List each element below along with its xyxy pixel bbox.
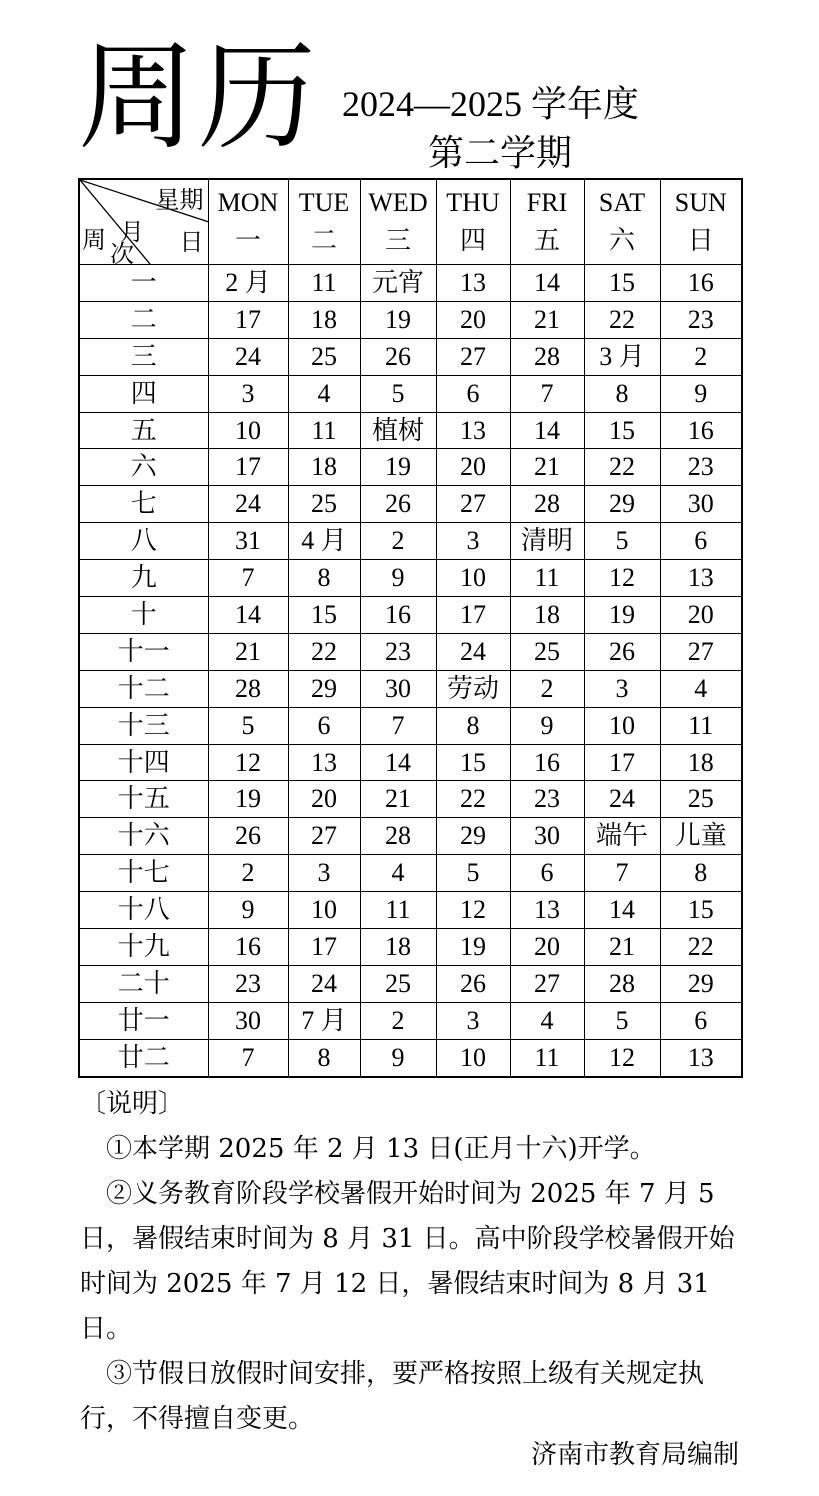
day-header-cn: 一 — [234, 226, 261, 256]
special-day-cell: 4 月 — [288, 523, 360, 560]
date-cell: 13 — [660, 1039, 742, 1076]
week-row — [79, 818, 742, 855]
date-cell: 2 — [660, 338, 742, 375]
day-header-cn: 日 — [687, 226, 714, 256]
special-day-cell: 2 月 — [208, 265, 288, 302]
date-cell: 5 — [208, 707, 288, 744]
date-cell: 14 — [510, 412, 584, 449]
date-cell: 4 — [660, 670, 742, 707]
date-cell: 24 — [208, 486, 288, 523]
date-cell: 11 — [288, 265, 360, 302]
special-day-cell: 端午 — [584, 818, 660, 855]
date-cell: 6 — [660, 1002, 742, 1039]
date-cell: 12 — [436, 892, 510, 929]
date-cell: 18 — [660, 744, 742, 781]
date-cell: 27 — [436, 338, 510, 375]
date-cell: 25 — [288, 338, 360, 375]
date-cell: 22 — [436, 781, 510, 818]
date-cell: 6 — [510, 855, 584, 892]
date-cell: 3 — [436, 523, 510, 560]
date-cell: 28 — [584, 965, 660, 1002]
day-header-cn: 三 — [384, 226, 411, 256]
date-cell: 20 — [510, 929, 584, 966]
semester-label: 第二学期 — [428, 133, 573, 174]
note-item: ①本学期 2025 年 2 月 13 日(正月十六)开学。 — [106, 1134, 656, 1164]
date-cell: 19 — [360, 301, 436, 338]
date-cell: 15 — [288, 597, 360, 634]
date-cell: 30 — [510, 818, 584, 855]
date-cell: 5 — [436, 855, 510, 892]
school-year: 2024—2025 学年度 — [342, 84, 640, 124]
date-cell: 12 — [208, 744, 288, 781]
date-cell: 9 — [208, 892, 288, 929]
date-cell: 20 — [288, 781, 360, 818]
week-row — [79, 781, 742, 818]
date-cell: 13 — [288, 744, 360, 781]
week-row — [79, 375, 742, 412]
week-number: 十 — [79, 597, 208, 634]
date-cell: 30 — [660, 486, 742, 523]
date-cell: 18 — [288, 301, 360, 338]
date-cell: 19 — [584, 597, 660, 634]
week-row — [79, 301, 742, 338]
special-day-cell: 清明 — [510, 523, 584, 560]
date-cell: 20 — [436, 449, 510, 486]
date-cell: 8 — [288, 1039, 360, 1076]
week-row — [79, 523, 742, 560]
date-cell: 25 — [510, 633, 584, 670]
date-cell: 25 — [360, 965, 436, 1002]
date-cell: 15 — [584, 265, 660, 302]
note-item: ③节假日放假时间安排，要严格按照上级有关规定执行，不得擅自变更。 — [80, 1359, 705, 1434]
corner-cell — [79, 179, 208, 265]
week-number: 三 — [79, 338, 208, 375]
week-calendar-table — [78, 178, 743, 1078]
week-number: 五 — [79, 412, 208, 449]
corner-week-label: 周 — [82, 226, 106, 254]
date-cell: 22 — [660, 929, 742, 966]
date-cell: 6 — [660, 523, 742, 560]
date-cell: 27 — [288, 818, 360, 855]
day-header-fri — [510, 179, 584, 265]
date-cell: 17 — [288, 929, 360, 966]
date-cell: 24 — [208, 338, 288, 375]
week-number: 十八 — [79, 892, 208, 929]
date-cell: 31 — [208, 523, 288, 560]
day-header-tue — [288, 179, 360, 265]
date-cell: 22 — [584, 449, 660, 486]
week-row — [79, 1002, 742, 1039]
date-cell: 9 — [510, 707, 584, 744]
special-day-cell: 劳动 — [436, 670, 510, 707]
date-cell: 17 — [436, 597, 510, 634]
date-cell: 26 — [208, 818, 288, 855]
date-cell: 11 — [510, 1039, 584, 1076]
date-cell: 30 — [208, 1002, 288, 1039]
week-number: 二十 — [79, 965, 208, 1002]
week-number: 十九 — [79, 929, 208, 966]
day-header-sat — [584, 179, 660, 265]
date-cell: 12 — [584, 1039, 660, 1076]
date-cell: 24 — [584, 781, 660, 818]
date-cell: 26 — [360, 486, 436, 523]
date-cell: 14 — [360, 744, 436, 781]
date-cell: 2 — [360, 1002, 436, 1039]
page-title: 周历 — [78, 28, 319, 166]
header-row — [79, 179, 742, 265]
date-cell: 10 — [584, 707, 660, 744]
date-cell: 20 — [436, 301, 510, 338]
day-header-cn: 四 — [459, 226, 486, 256]
week-row — [79, 449, 742, 486]
day-header-en: SAT — [598, 188, 646, 217]
date-cell: 28 — [208, 670, 288, 707]
date-cell: 6 — [436, 375, 510, 412]
week-row — [79, 670, 742, 707]
date-cell: 8 — [660, 855, 742, 892]
date-cell: 6 — [288, 707, 360, 744]
date-cell: 22 — [584, 301, 660, 338]
date-cell: 11 — [660, 707, 742, 744]
date-cell: 11 — [288, 412, 360, 449]
week-number: 七 — [79, 486, 208, 523]
date-cell: 3 — [584, 670, 660, 707]
date-cell: 28 — [510, 486, 584, 523]
date-cell: 29 — [288, 670, 360, 707]
date-cell: 13 — [436, 265, 510, 302]
week-number: 十一 — [79, 633, 208, 670]
date-cell: 29 — [584, 486, 660, 523]
date-cell: 9 — [360, 560, 436, 597]
date-cell: 28 — [510, 338, 584, 375]
week-row — [79, 560, 742, 597]
date-cell: 16 — [510, 744, 584, 781]
day-header-en: WED — [368, 188, 428, 217]
week-row — [79, 744, 742, 781]
week-number: 十二 — [79, 670, 208, 707]
notes-section — [80, 1082, 740, 1442]
note-item: ②义务教育阶段学校暑假开始时间为 2025 年 7 月 5 日，暑假结束时间为 8 月 31 日。高中阶段学校暑假开始时间为 2025 年 7 月 12 日，暑假结束时间为 8 月 31 日。 — [80, 1179, 735, 1344]
date-cell: 16 — [208, 929, 288, 966]
date-cell: 27 — [510, 965, 584, 1002]
date-cell: 10 — [436, 1039, 510, 1076]
date-cell: 11 — [360, 892, 436, 929]
special-day-cell: 3 月 — [584, 338, 660, 375]
date-cell: 3 — [208, 375, 288, 412]
date-cell: 23 — [660, 301, 742, 338]
day-header-mon — [208, 179, 288, 265]
week-row — [79, 486, 742, 523]
date-cell: 23 — [510, 781, 584, 818]
day-header-en: SUN — [674, 188, 727, 217]
date-cell: 2 — [510, 670, 584, 707]
date-cell: 21 — [360, 781, 436, 818]
week-row — [79, 892, 742, 929]
date-cell: 16 — [660, 412, 742, 449]
day-header-cn: 二 — [310, 226, 337, 256]
date-cell: 7 — [584, 855, 660, 892]
date-cell: 23 — [360, 633, 436, 670]
date-cell: 4 — [510, 1002, 584, 1039]
corner-month-label: 月 — [120, 218, 144, 246]
week-number: 九 — [79, 560, 208, 597]
date-cell: 2 — [360, 523, 436, 560]
date-cell: 21 — [510, 301, 584, 338]
corner-weekday-label: 星期 — [155, 186, 204, 214]
week-number: 廿二 — [79, 1039, 208, 1076]
date-cell: 26 — [360, 338, 436, 375]
date-cell: 16 — [360, 597, 436, 634]
week-row — [79, 265, 742, 302]
week-number: 廿一 — [79, 1002, 208, 1039]
week-number: 八 — [79, 523, 208, 560]
date-cell: 14 — [584, 892, 660, 929]
date-cell: 17 — [584, 744, 660, 781]
date-cell: 21 — [510, 449, 584, 486]
week-number: 一 — [79, 265, 208, 302]
date-cell: 18 — [360, 929, 436, 966]
date-cell: 27 — [660, 633, 742, 670]
date-cell: 24 — [436, 633, 510, 670]
date-cell: 9 — [660, 375, 742, 412]
date-cell: 11 — [510, 560, 584, 597]
date-cell: 3 — [288, 855, 360, 892]
week-number: 六 — [79, 449, 208, 486]
date-cell: 13 — [510, 892, 584, 929]
day-header-en: FRI — [526, 188, 568, 217]
week-number: 十三 — [79, 707, 208, 744]
date-cell: 18 — [288, 449, 360, 486]
date-cell: 10 — [436, 560, 510, 597]
date-cell: 5 — [584, 1002, 660, 1039]
date-cell: 5 — [584, 523, 660, 560]
date-cell: 4 — [288, 375, 360, 412]
corner-day-label: 日 — [179, 228, 204, 256]
week-row — [79, 1039, 742, 1076]
day-header-wed — [360, 179, 436, 265]
date-cell: 2 — [208, 855, 288, 892]
date-cell: 7 — [510, 375, 584, 412]
date-cell: 12 — [584, 560, 660, 597]
day-header-en: THU — [446, 188, 500, 217]
date-cell: 10 — [208, 412, 288, 449]
week-row — [79, 707, 742, 744]
date-cell: 26 — [436, 965, 510, 1002]
date-cell: 21 — [584, 929, 660, 966]
date-cell: 21 — [208, 633, 288, 670]
date-cell: 5 — [360, 375, 436, 412]
date-cell: 8 — [436, 707, 510, 744]
date-cell: 7 — [208, 560, 288, 597]
day-header-cn: 五 — [533, 226, 560, 256]
date-cell: 14 — [510, 265, 584, 302]
week-number: 十四 — [79, 744, 208, 781]
week-number: 二 — [79, 301, 208, 338]
date-cell: 23 — [208, 965, 288, 1002]
week-row — [79, 965, 742, 1002]
date-cell: 15 — [660, 892, 742, 929]
date-cell: 20 — [660, 597, 742, 634]
date-cell: 15 — [436, 744, 510, 781]
date-cell: 7 — [360, 707, 436, 744]
date-cell: 3 — [436, 1002, 510, 1039]
date-cell: 15 — [584, 412, 660, 449]
date-cell: 24 — [288, 965, 360, 1002]
date-cell: 28 — [360, 818, 436, 855]
date-cell: 8 — [288, 560, 360, 597]
date-cell: 16 — [660, 265, 742, 302]
week-row — [79, 597, 742, 634]
special-day-cell: 7 月 — [288, 1002, 360, 1039]
date-cell: 19 — [208, 781, 288, 818]
date-cell: 25 — [288, 486, 360, 523]
date-cell: 14 — [208, 597, 288, 634]
week-row — [79, 929, 742, 966]
date-cell: 10 — [288, 892, 360, 929]
date-cell: 13 — [436, 412, 510, 449]
special-day-cell: 元宵 — [360, 265, 436, 302]
notes-heading: 〔说明〕 — [80, 1089, 185, 1119]
date-cell: 23 — [660, 449, 742, 486]
date-cell: 26 — [584, 633, 660, 670]
date-cell: 8 — [584, 375, 660, 412]
date-cell: 27 — [436, 486, 510, 523]
day-header-en: MON — [217, 188, 279, 217]
week-number: 十七 — [79, 855, 208, 892]
day-header-en: TUE — [298, 188, 350, 217]
special-day-cell: 植树 — [360, 412, 436, 449]
date-cell: 7 — [208, 1039, 288, 1076]
date-cell: 29 — [660, 965, 742, 1002]
date-cell: 22 — [288, 633, 360, 670]
corner-order-label: 次 — [110, 240, 134, 264]
week-row — [79, 855, 742, 892]
date-cell: 29 — [436, 818, 510, 855]
date-cell: 25 — [660, 781, 742, 818]
week-number: 十五 — [79, 781, 208, 818]
date-cell: 13 — [660, 560, 742, 597]
date-cell: 18 — [510, 597, 584, 634]
date-cell: 30 — [360, 670, 436, 707]
special-day-cell: 儿童 — [660, 818, 742, 855]
date-cell: 19 — [360, 449, 436, 486]
week-row — [79, 633, 742, 670]
week-number: 十六 — [79, 818, 208, 855]
week-row — [79, 412, 742, 449]
date-cell: 17 — [208, 449, 288, 486]
date-cell: 9 — [360, 1039, 436, 1076]
publisher-footer: 济南市教育局编制 — [530, 1440, 739, 1470]
week-row — [79, 338, 742, 375]
date-cell: 17 — [208, 301, 288, 338]
date-cell: 4 — [360, 855, 436, 892]
week-number: 四 — [79, 375, 208, 412]
day-header-cn: 六 — [608, 226, 635, 256]
date-cell: 19 — [436, 929, 510, 966]
day-header-sun — [660, 179, 742, 265]
day-header-thu — [436, 179, 510, 265]
